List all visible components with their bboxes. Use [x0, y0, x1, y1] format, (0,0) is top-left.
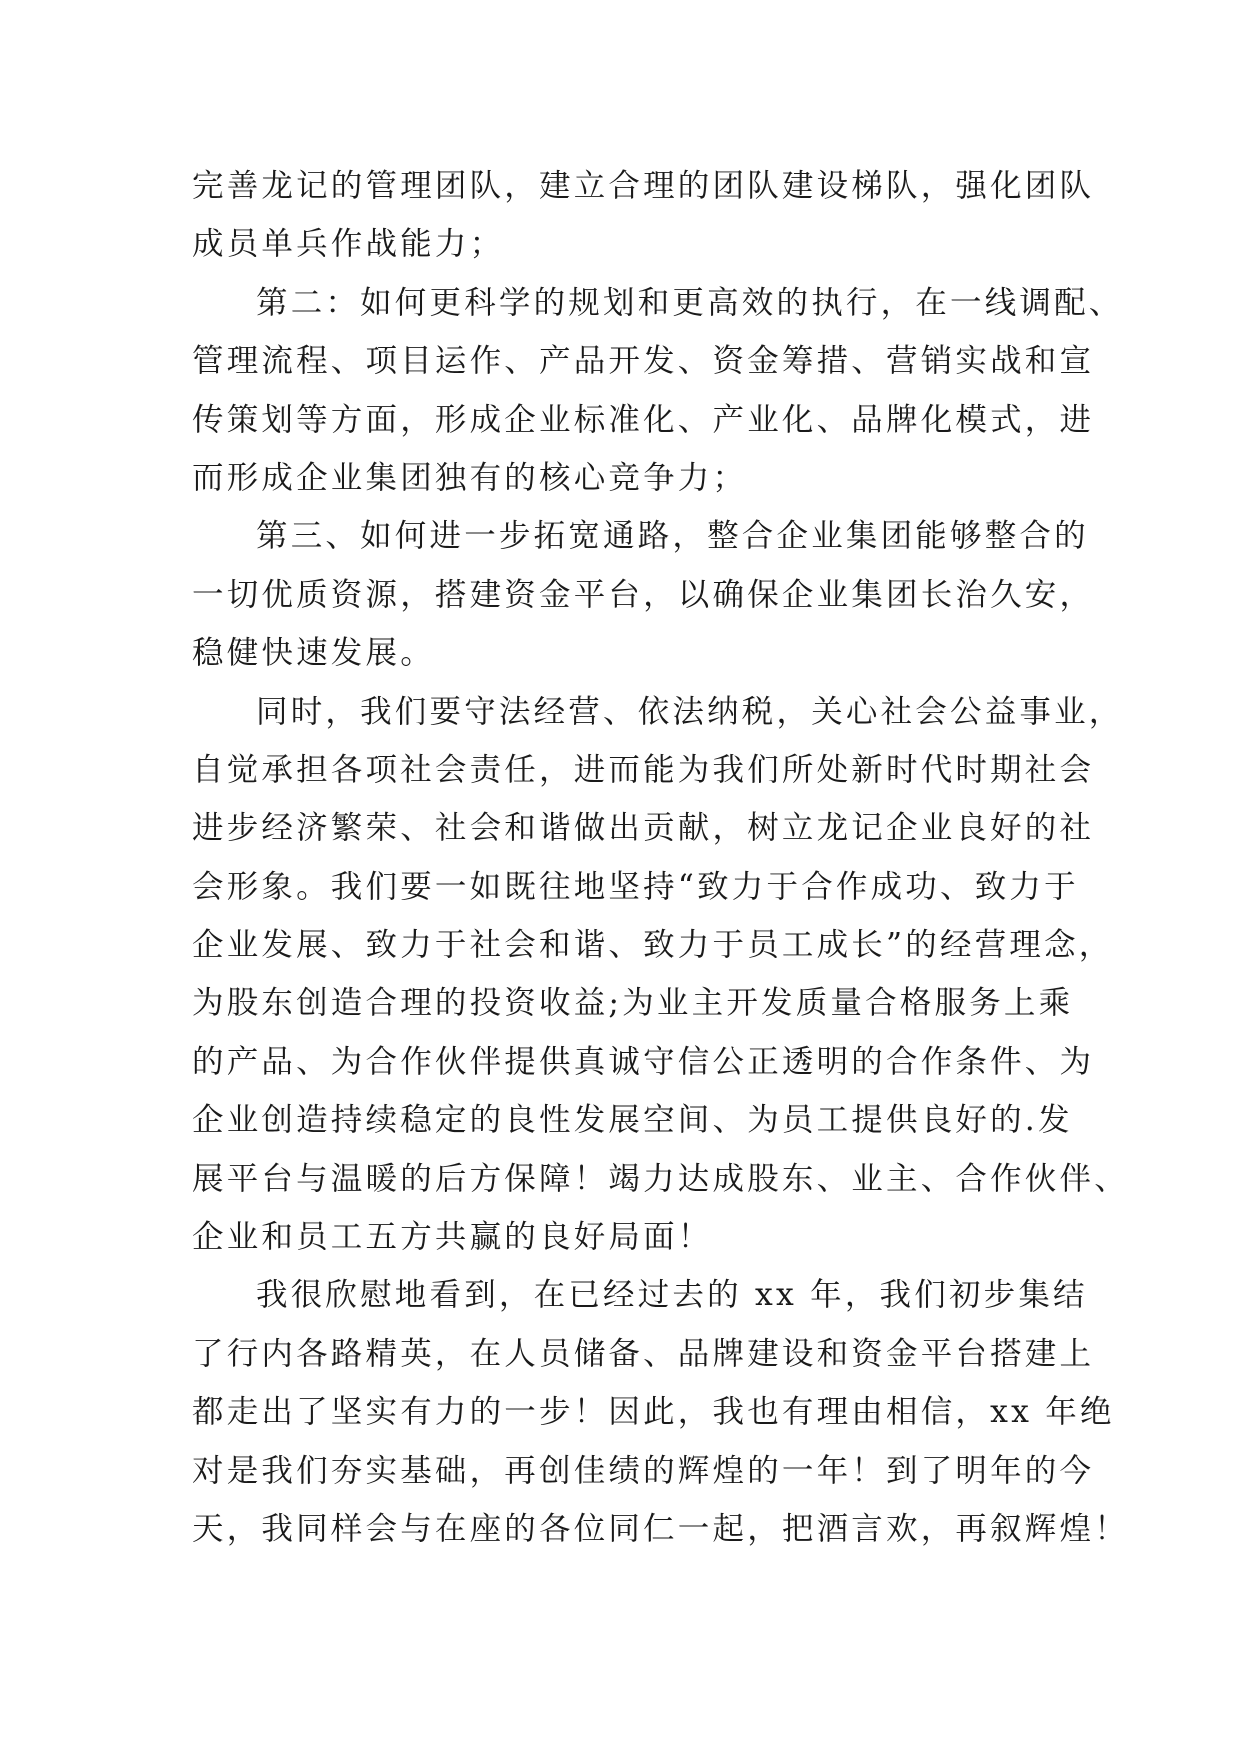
text-line: 自觉承担各项社会责任，进而能为我们所处新时代时期社会: [192, 751, 1095, 788]
text-line: 完善龙记的管理团队，建立合理的团队建设梯队，强化团队: [192, 168, 1095, 204]
text-line: 企业和员工五方共赢的良好局面！: [192, 1219, 713, 1256]
text-line: 传策划等方面，形成企业标准化、产业化、品牌化模式，进: [192, 401, 1095, 438]
document-body: [192, 157, 1129, 1558]
text-line: 管理流程、项目运作、产品开发、资金筹措、营销实战和宣: [192, 343, 1095, 380]
text-line: 第二：如何更科学的规划和更高效的执行，在一线调配、: [256, 284, 1124, 321]
text-line: 企业创造持续稳定的良性发展空间、为员工提供良好的.发: [192, 1102, 1073, 1139]
text-line: 了行内各路精英，在人员储备、品牌建设和资金平台搭建上: [192, 1335, 1095, 1372]
text-line: 一切优质资源，搭建资金平台，以确保企业集团长治久安，: [192, 576, 1095, 613]
text-line: 而形成企业集团独有的核心竞争力；: [192, 459, 748, 496]
text-line: 的产品、为合作伙伴提供真诚守信公正透明的合作条件、为: [192, 1043, 1095, 1080]
text-line: 企业发展、致力于社会和谐、致力于员工成长”的经营理念，: [192, 927, 1114, 964]
text-line: 对是我们夯实基础，再创佳绩的辉煌的一年！到了明年的今: [192, 1452, 1095, 1489]
text-line: 第三、如何进一步拓宽通路，整合企业集团能够整合的: [256, 518, 1089, 555]
text-line: 进步经济繁荣、社会和谐做出贡献，树立龙记企业良好的社: [192, 810, 1095, 847]
text-line: 会形象。我们要一如既往地坚持“致力于合作成功、致力于: [192, 868, 1079, 905]
text-line: 同时，我们要守法经营、依法纳税，关心社会公益事业，: [256, 693, 1124, 730]
text-line: 天，我同样会与在座的各位同仁一起，把酒言欢，再叙辉煌！: [192, 1510, 1129, 1547]
text-line: 都走出了坚实有力的一步！因此，我也有理由相信，xx 年绝: [192, 1394, 1115, 1431]
text-line: 展平台与温暖的后方保障！竭力达成股东、业主、合作伙伴、: [192, 1160, 1129, 1197]
text-line: 我很欣慰地看到，在已经过去的 xx 年，我们初步集结: [256, 1277, 1088, 1314]
text-line: 稳健快速发展。: [192, 635, 435, 672]
text-line: 成员单兵作战能力；: [192, 226, 505, 263]
text-line: 为股东创造合理的投资收益;为业主开发质量合格服务上乘: [192, 985, 1074, 1022]
